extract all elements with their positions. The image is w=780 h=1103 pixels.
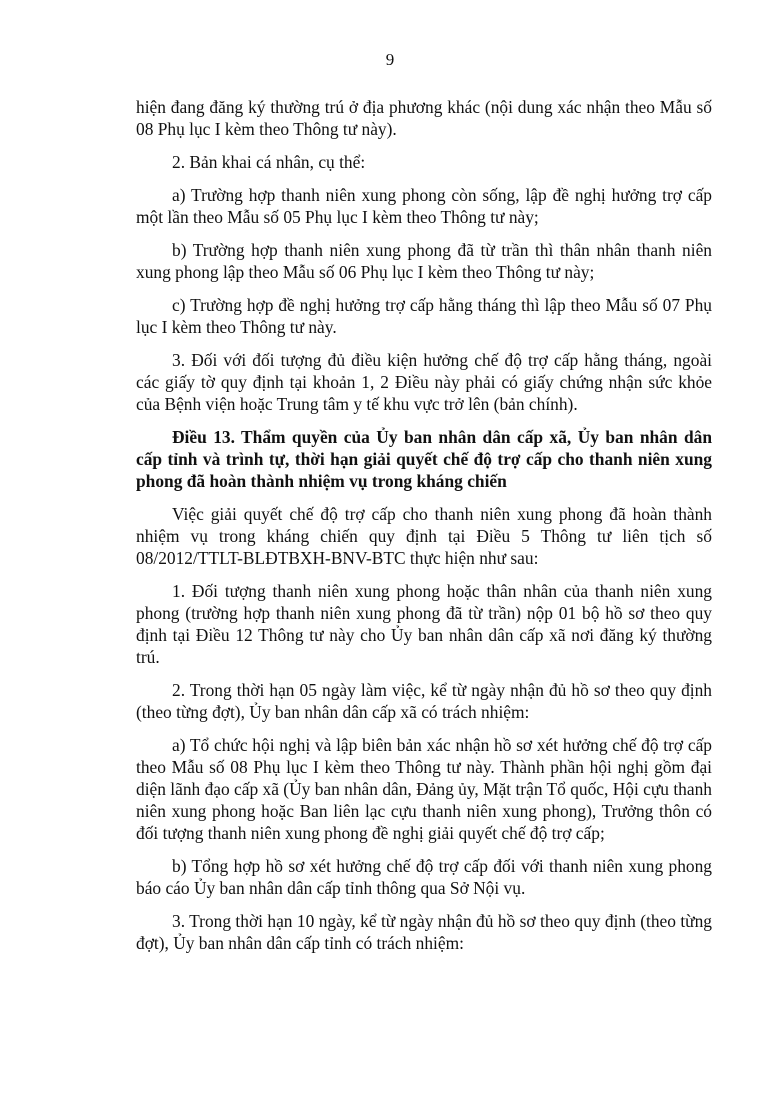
paragraph-intro: Việc giải quyết chế độ trợ cấp cho thanh niên xung phong đã hoàn thành nhiệm vụ trong kháng chiến quy định tại Điều 5 Thông tư liên tịch số 08/2012/TTLT-BLĐTBXH-BNV-BTC thực hiện như sau: [136, 504, 712, 568]
paragraph-item-2: 2. Bản khai cá nhân, cụ thể: [172, 152, 366, 172]
paragraph-art13-item-2b: b) Tổng hợp hồ sơ xét hưởng chế độ trợ cấp đối với thanh niên xung phong báo cáo Ủy ban nhân dân cấp tỉnh thông qua Sở Nội vụ. [136, 856, 712, 898]
paragraph-art13-item-1: 1. Đối tượng thanh niên xung phong hoặc thân nhân của thanh niên xung phong (trường hợp thanh niên xung phong đã từ trần) nộp 01 bộ hồ sơ theo quy định tại Điều 12 Thông tư này cho Ủy ban nhân dân cấp xã nơi đăng ký thường trú. [136, 581, 712, 667]
page-number: 9 [385, 50, 395, 69]
paragraph-item-2b: b) Trường hợp thanh niên xung phong đã từ trần thì thân nhân thanh niên xung phong lập theo Mẫu số 06 Phụ lục I kèm theo Thông tư này; [136, 240, 712, 282]
paragraph-item-2a: a) Trường hợp thanh niên xung phong còn sống, lập đề nghị hưởng trợ cấp một lần theo Mẫu số 05 Phụ lục I kèm theo Thông tư này; [136, 185, 712, 227]
article-13-heading: Điều 13. Thẩm quyền của Ủy ban nhân dân cấp xã, Ủy ban nhân dân cấp tỉnh và trình tự, thời hạn giải quyết chế độ trợ cấp cho thanh niên xung phong đã hoàn thành nhiệm vụ trong kháng chiến [136, 427, 712, 491]
paragraph-item-2c: c) Trường hợp đề nghị hưởng trợ cấp hằng tháng thì lập theo Mẫu số 07 Phụ lục I kèm theo Thông tư này. [136, 295, 712, 337]
paragraph-continuation: hiện đang đăng ký thường trú ở địa phương khác (nội dung xác nhận theo Mẫu số 08 Phụ lục I kèm theo Thông tư này). [136, 97, 712, 139]
paragraph-art13-item-3: 3. Trong thời hạn 10 ngày, kể từ ngày nhận đủ hồ sơ theo quy định (theo từng đợt), Ủy ban nhân dân cấp tỉnh có trách nhiệm: [136, 911, 712, 953]
paragraph-art13-item-2a: a) Tổ chức hội nghị và lập biên bản xác nhận hồ sơ xét hưởng chế độ trợ cấp theo Mẫu số 08 Phụ lục I kèm theo Thông tư này. Thành phần hội nghị gồm đại diện lãnh đạo cấp xã (Ủy ban nhân dân, Đảng ủy, Mặt trận Tổ quốc, Hội cựu thanh niên xung phong hoặc Ban liên lạc cựu thanh niên xung phong), Trưởng thôn có đối tượng thanh niên xung phong đề nghị giải quyết chế độ trợ cấp; [136, 735, 712, 843]
paragraph-art13-item-2: 2. Trong thời hạn 05 ngày làm việc, kể từ ngày nhận đủ hồ sơ theo quy định (theo từng đợt), Ủy ban nhân dân cấp xã có trách nhiệm: [136, 680, 712, 722]
document-body [136, 96, 712, 965]
paragraph-item-3: 3. Đối với đối tượng đủ điều kiện hưởng chế độ trợ cấp hằng tháng, ngoài các giấy tờ quy định tại khoản 1, 2 Điều này phải có giấy chứng nhận sức khỏe của Bệnh viện hoặc Trung tâm y tế khu vực trở lên (bản chính). [136, 350, 712, 414]
